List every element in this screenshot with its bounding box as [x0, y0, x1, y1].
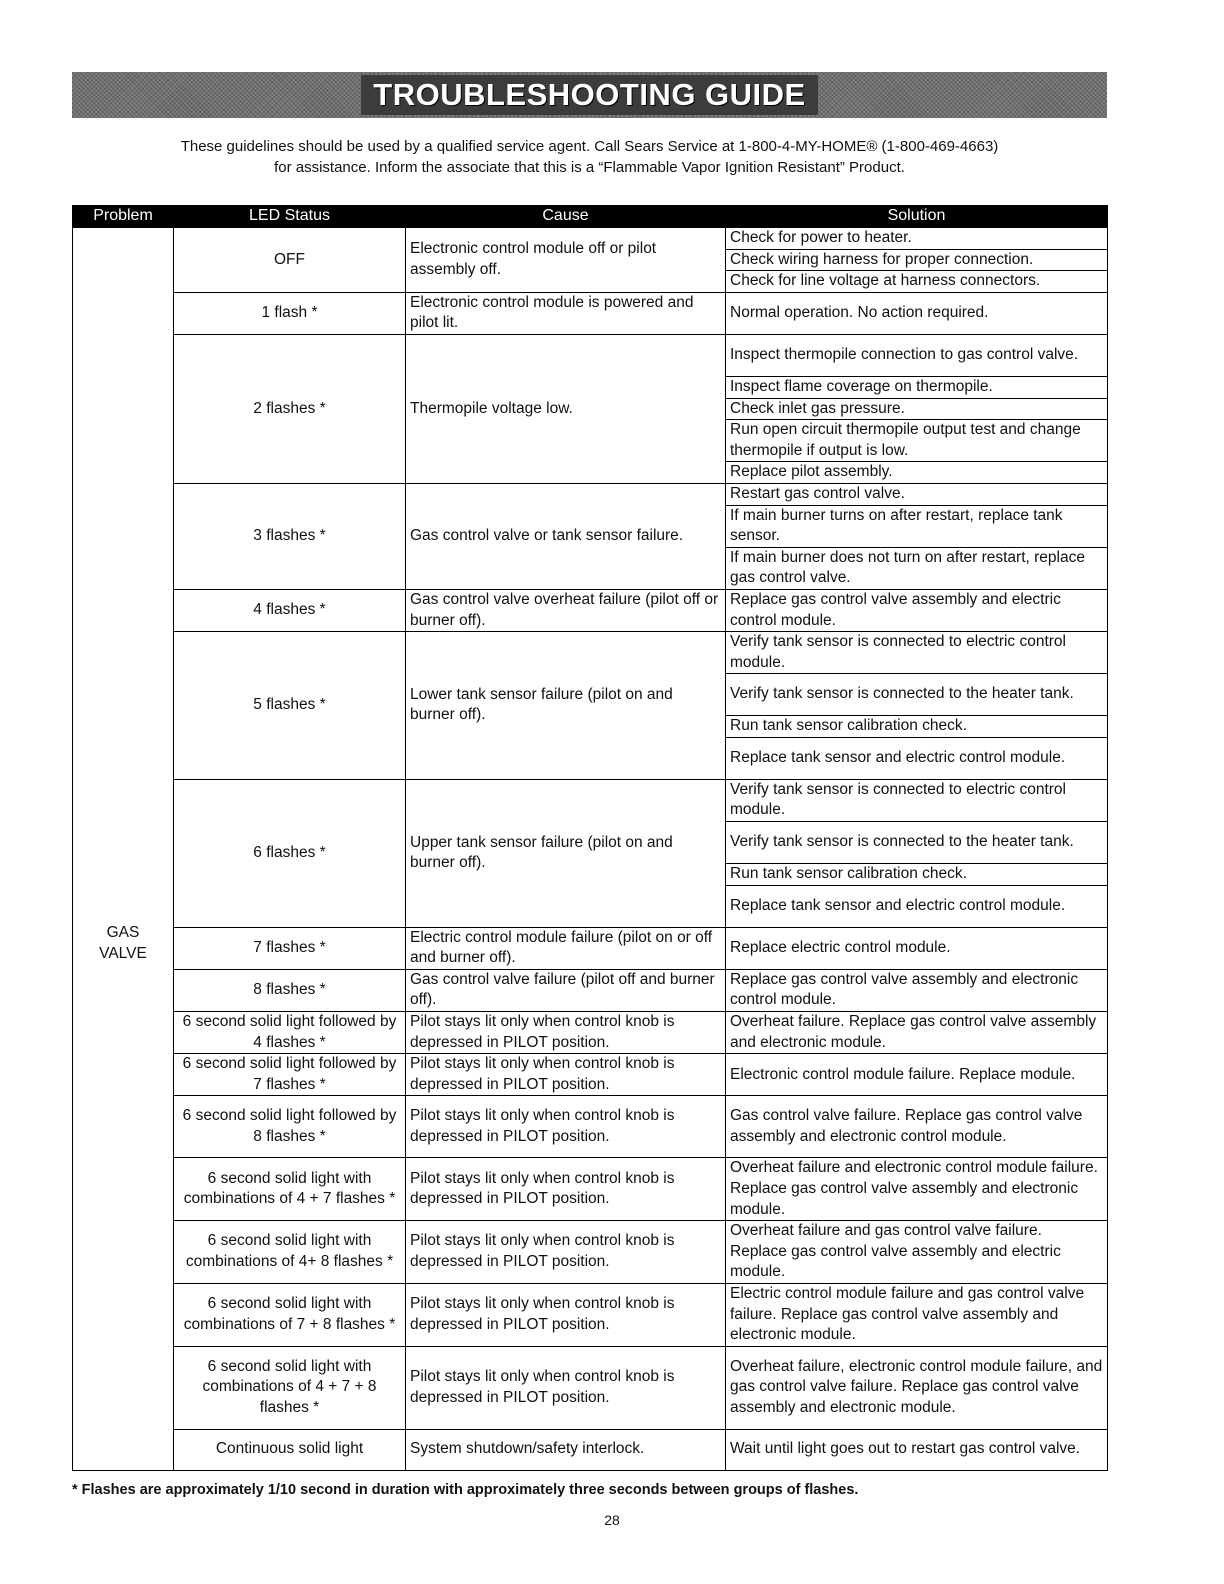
footnote: * Flashes are approximately 1/10 second in duration with approximately three seconds between groups of flashes. — [72, 1482, 859, 1498]
led-status-cell: 4 flashes * — [174, 589, 406, 631]
solution-cell: Run open circuit thermopile output test and change thermopile if output is low. — [726, 420, 1108, 462]
cause-cell: Electric control module failure (pilot on or off and burner off). — [406, 927, 726, 969]
header-led-status: LED Status — [174, 206, 406, 228]
table-row — [73, 1096, 1108, 1158]
table-row — [73, 969, 1108, 1011]
solution-cell: Restart gas control valve. — [726, 483, 1108, 505]
table-row — [73, 1346, 1108, 1429]
header-problem: Problem — [73, 206, 174, 228]
solution-cell: If main burner turns on after restart, replace tank sensor. — [726, 505, 1108, 547]
table-row — [73, 1158, 1108, 1221]
solution-cell: Wait until light goes out to restart gas control valve. — [726, 1429, 1108, 1470]
led-status-cell: 6 flashes * — [174, 779, 406, 927]
solution-cell: Replace pilot assembly. — [726, 462, 1108, 484]
table-row — [73, 1221, 1108, 1284]
solution-cell: Inspect thermopile connection to gas control valve. — [726, 334, 1108, 376]
cause-cell: Gas control valve overheat failure (pilot off or burner off). — [406, 589, 726, 631]
cause-cell: Lower tank sensor failure (pilot on and burner off). — [406, 632, 726, 780]
table-row — [73, 334, 1108, 376]
solution-cell: Check inlet gas pressure. — [726, 398, 1108, 420]
led-status-cell: 6 second solid light with combinations of 7 + 8 flashes * — [174, 1283, 406, 1346]
troubleshooting-table — [72, 205, 1108, 1471]
cause-cell: Pilot stays lit only when control knob is depressed in PILOT position. — [406, 1158, 726, 1221]
table-row — [73, 779, 1108, 821]
header-solution: Solution — [726, 206, 1108, 228]
solution-cell: If main burner does not turn on after restart, replace gas control valve. — [726, 547, 1108, 589]
led-status-cell: OFF — [174, 228, 406, 293]
intro-line-2: for assistance. Inform the associate that this is a “Flammable Vapor Ignition Resistant” Product. — [274, 159, 905, 176]
cause-cell: Gas control valve failure (pilot off and burner off). — [406, 969, 726, 1011]
solution-cell: Verify tank sensor is connected to electric control module. — [726, 632, 1108, 674]
solution-cell: Electronic control module failure. Replace module. — [726, 1054, 1108, 1096]
led-status-cell: 5 flashes * — [174, 632, 406, 780]
cause-cell: Pilot stays lit only when control knob is depressed in PILOT position. — [406, 1096, 726, 1158]
solution-cell: Check for power to heater. — [726, 228, 1108, 250]
table-row — [73, 927, 1108, 969]
table-header-row — [73, 206, 1108, 228]
led-status-cell: Continuous solid light — [174, 1429, 406, 1470]
solution-cell: Verify tank sensor is connected to the heater tank. — [726, 674, 1108, 716]
header-cause: Cause — [406, 206, 726, 228]
solution-cell: Gas control valve failure. Replace gas control valve assembly and electronic control module. — [726, 1096, 1108, 1158]
solution-cell: Check wiring harness for proper connection. — [726, 249, 1108, 271]
solution-cell: Replace tank sensor and electric control module. — [726, 737, 1108, 779]
section-banner — [72, 72, 1107, 118]
solution-cell: Replace tank sensor and electric control module. — [726, 885, 1108, 927]
led-status-cell: 6 second solid light followed by 4 flashes * — [174, 1012, 406, 1054]
table-row — [73, 1283, 1108, 1346]
led-status-cell: 6 second solid light followed by 7 flashes * — [174, 1054, 406, 1096]
table-row — [73, 292, 1108, 334]
cause-cell: Pilot stays lit only when control knob is depressed in PILOT position. — [406, 1346, 726, 1429]
problem-cell: GAS VALVE — [73, 228, 174, 1471]
solution-cell: Run tank sensor calibration check. — [726, 716, 1108, 738]
cause-cell: Electronic control module off or pilot assembly off. — [406, 228, 726, 293]
solution-cell: Normal operation. No action required. — [726, 292, 1108, 334]
table-body — [73, 228, 1108, 1471]
led-status-cell: 2 flashes * — [174, 334, 406, 483]
solution-cell: Run tank sensor calibration check. — [726, 864, 1108, 886]
table-row — [73, 228, 1108, 250]
cause-cell: Upper tank sensor failure (pilot on and burner off). — [406, 779, 726, 927]
table-row — [73, 1012, 1108, 1054]
solution-cell: Overheat failure. Replace gas control valve assembly and electronic module. — [726, 1012, 1108, 1054]
solution-cell: Electric control module failure and gas control valve failure. Replace gas control valve assembly and electronic module. — [726, 1283, 1108, 1346]
solution-cell: Replace gas control valve assembly and electric control module. — [726, 589, 1108, 631]
led-status-cell: 6 second solid light followed by 8 flashes * — [174, 1096, 406, 1158]
page-number: 28 — [604, 1512, 620, 1528]
cause-cell: Pilot stays lit only when control knob is depressed in PILOT position. — [406, 1054, 726, 1096]
cause-cell: Pilot stays lit only when control knob is depressed in PILOT position. — [406, 1283, 726, 1346]
solution-cell: Inspect flame coverage on thermopile. — [726, 376, 1108, 398]
cause-cell: Electronic control module is powered and pilot lit. — [406, 292, 726, 334]
solution-cell: Verify tank sensor is connected to electric control module. — [726, 779, 1108, 821]
cause-cell: System shutdown/safety interlock. — [406, 1429, 726, 1470]
solution-cell: Overheat failure and electronic control module failure. Replace gas control valve assembly and electronic module. — [726, 1158, 1108, 1221]
cause-cell: Pilot stays lit only when control knob is depressed in PILOT position. — [406, 1012, 726, 1054]
intro-text — [72, 136, 1107, 178]
led-status-cell: 6 second solid light with combinations of 4+ 8 flashes * — [174, 1221, 406, 1284]
led-status-cell: 7 flashes * — [174, 927, 406, 969]
solution-cell: Verify tank sensor is connected to the heater tank. — [726, 822, 1108, 864]
table-row — [73, 483, 1108, 505]
led-status-cell: 6 second solid light with combinations of 4 + 7 flashes * — [174, 1158, 406, 1221]
led-status-cell: 6 second solid light with combinations of 4 + 7 + 8 flashes * — [174, 1346, 406, 1429]
solution-cell: Replace electric control module. — [726, 927, 1108, 969]
led-status-cell: 8 flashes * — [174, 969, 406, 1011]
led-status-cell: 3 flashes * — [174, 483, 406, 589]
table-row — [73, 589, 1108, 631]
led-status-cell: 1 flash * — [174, 292, 406, 334]
cause-cell: Thermopile voltage low. — [406, 334, 726, 483]
intro-line-1: These guidelines should be used by a qualified service agent. Call Sears Service at 1-800-4-MY-HOME® (1-800-469-4663) — [180, 138, 999, 155]
banner-title: TROUBLESHOOTING GUIDE — [361, 75, 817, 115]
solution-cell: Overheat failure and gas control valve failure. Replace gas control valve assembly and electric module. — [726, 1221, 1108, 1284]
solution-cell: Overheat failure, electronic control module failure, and gas control valve failure. Replace gas control valve assembly and electronic module. — [726, 1346, 1108, 1429]
solution-cell: Check for line voltage at harness connectors. — [726, 271, 1108, 293]
cause-cell: Pilot stays lit only when control knob is depressed in PILOT position. — [406, 1221, 726, 1284]
table-row — [73, 632, 1108, 674]
solution-cell: Replace gas control valve assembly and electronic control module. — [726, 969, 1108, 1011]
table-row — [73, 1054, 1108, 1096]
cause-cell: Gas control valve or tank sensor failure. — [406, 483, 726, 589]
table-row — [73, 1429, 1108, 1470]
